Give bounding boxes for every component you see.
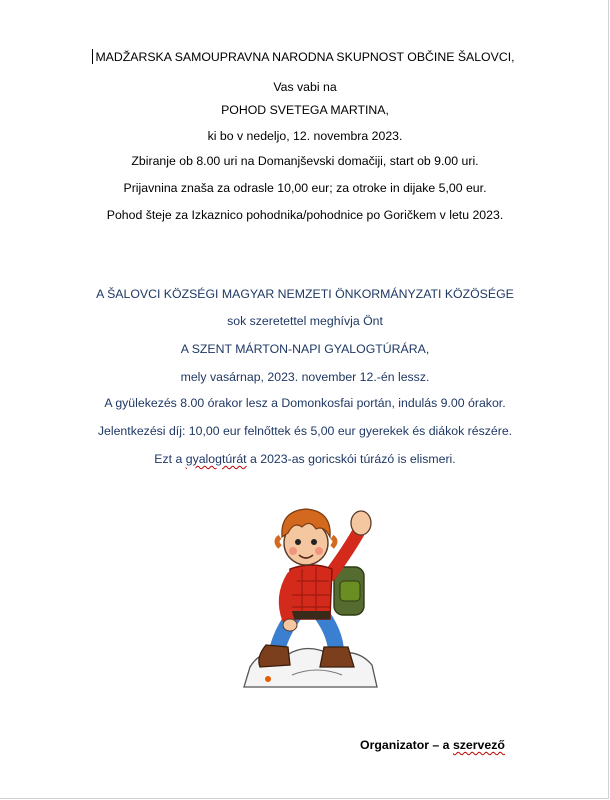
- sl-event-title: POHOD SVETEGA MARTINA,: [221, 103, 389, 117]
- hu-fee-line: Jelentkezési díj: 10,00 eur felnőttek és 5,00 eur gyerekek és diákok részére.: [97, 424, 513, 438]
- hu-invites-line: sok szeretettel meghívja Önt: [227, 314, 383, 328]
- sl-card-line: Pohod šteje za Izkaznico pohodnika/pohodnice po Goričkem v letu 2023.: [106, 208, 504, 222]
- hu-meeting-line: A gyülekezés 8.00 órakor lesz a Domonkosfai portán, indulás 9.00 órakor.: [104, 396, 506, 410]
- hu-event-title: A SZENT MÁRTON-NAPI GYALOGTÚRÁRA,: [180, 342, 430, 356]
- sl-date-line: ki bo v nedeljo, 12. novembra 2023.: [207, 129, 403, 143]
- organizer-signature: Organizator – a szervező: [360, 738, 505, 752]
- hu-date-line: mely vasárnap, 2023. november 12.-én lessz.: [180, 370, 430, 384]
- hu-recognition-line: Ezt a gyalogtúrát a 2023-as goricskói túrázó is elismeri.: [154, 452, 456, 466]
- spellcheck-word: szervező: [452, 738, 505, 752]
- sl-meeting-line: Zbiranje ob 8.00 uri na Domanjševski domačiji, start ob 9.00 uri.: [131, 154, 479, 168]
- hiker-boy-waving-icon: [232, 497, 382, 702]
- spellcheck-word: gyalogtúrát: [185, 452, 247, 466]
- sl-fee-line: Prijavnina znaša za odrasle 10,00 eur; za otroke in dijake 5,00 eur.: [123, 181, 487, 195]
- hu-organizer-heading: A ŠALOVCI KÖZSÉGI MAGYAR NEMZETI ÖNKORMÁNYZATI KÖZÖSÉGE: [96, 287, 514, 301]
- sl-organizer-heading: MADŽARSKA SAMOUPRAVNA NARODNA SKUPNOST OBČINE ŠALOVCI,: [95, 50, 515, 64]
- sl-invites-line: Vas vabi na: [273, 80, 337, 94]
